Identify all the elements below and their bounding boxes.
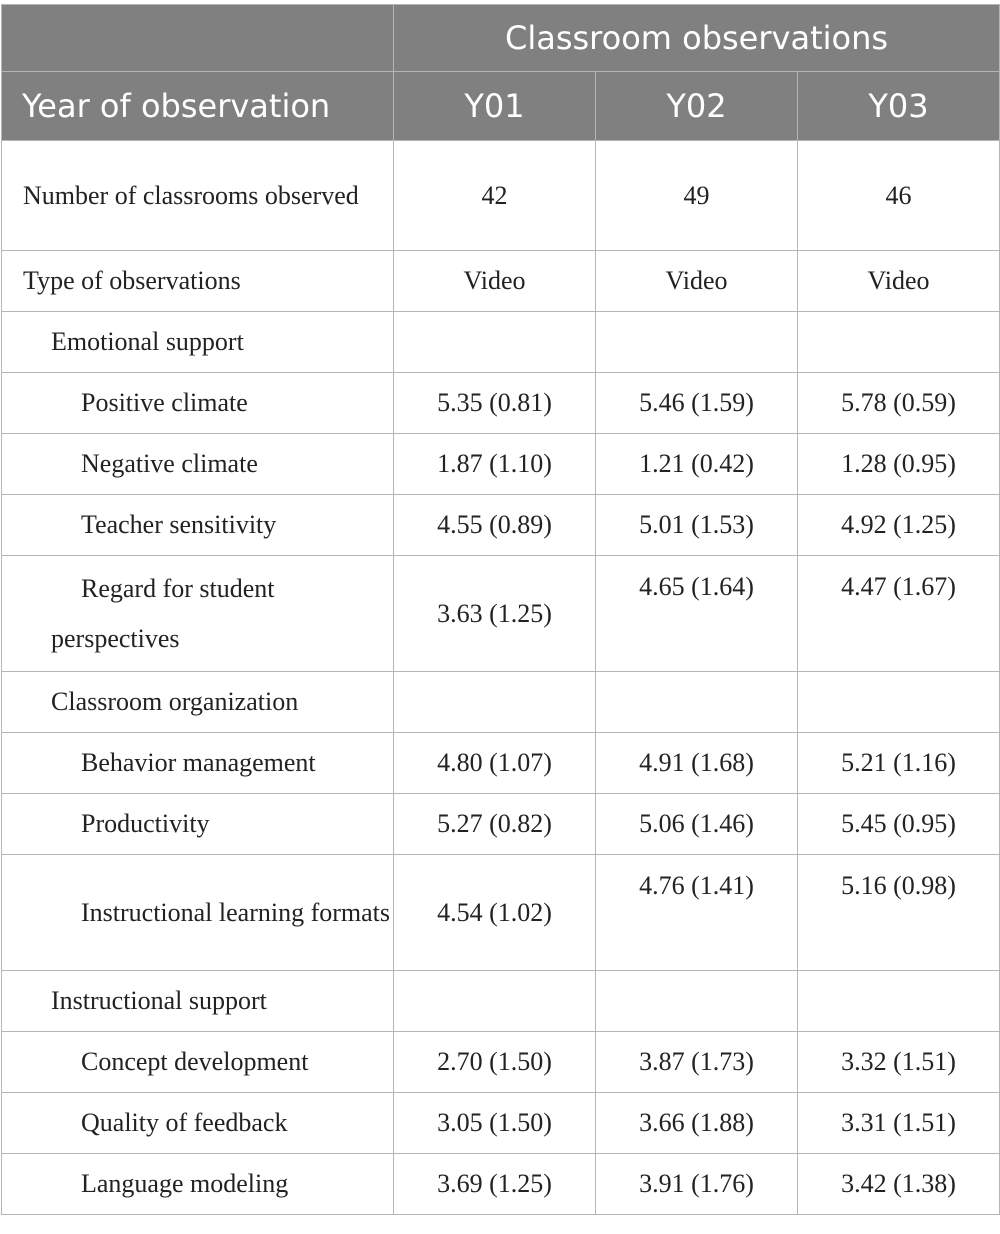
table-cell — [596, 312, 798, 373]
table-cell: 42 — [394, 141, 596, 251]
table-row — [2, 855, 1000, 971]
table-cell: 3.32 (1.51) — [798, 1032, 1000, 1093]
table-cell: 4.65 (1.64) — [596, 556, 798, 672]
table-cell — [596, 672, 798, 733]
column-header-y03: Y03 — [798, 72, 1000, 141]
table-cell: 5.27 (0.82) — [394, 794, 596, 855]
table-cell: 4.54 (1.02) — [394, 855, 596, 971]
table-cell: 3.91 (1.76) — [596, 1154, 798, 1215]
row-label: Behavior management — [2, 733, 394, 794]
row-label: Negative climate — [2, 434, 394, 495]
row-label: Teacher sensitivity — [2, 495, 394, 556]
row-label: Instructional learning formats — [2, 855, 394, 971]
table-cell: 4.91 (1.68) — [596, 733, 798, 794]
table-cell: 5.45 (0.95) — [798, 794, 1000, 855]
table-cell: 3.05 (1.50) — [394, 1093, 596, 1154]
table-cell: 5.46 (1.59) — [596, 373, 798, 434]
column-header-y02: Y02 — [596, 72, 798, 141]
table-cell — [394, 971, 596, 1032]
table-cell: 49 — [596, 141, 798, 251]
table-row — [2, 1032, 1000, 1093]
row-header-label: Year of observation — [2, 72, 394, 141]
table-cell: 4.92 (1.25) — [798, 495, 1000, 556]
table-row — [2, 495, 1000, 556]
table-cell — [394, 672, 596, 733]
header-empty-cell — [2, 5, 394, 72]
table-cell — [798, 672, 1000, 733]
table-row — [2, 251, 1000, 312]
table-cell: Video — [394, 251, 596, 312]
row-label: Productivity — [2, 794, 394, 855]
section-row — [2, 312, 1000, 373]
section-label: Classroom organization — [2, 672, 394, 733]
table-cell: 5.21 (1.16) — [798, 733, 1000, 794]
table-row — [2, 373, 1000, 434]
row-label: Positive climate — [2, 373, 394, 434]
table-cell: 1.28 (0.95) — [798, 434, 1000, 495]
table-cell: 5.78 (0.59) — [798, 373, 1000, 434]
table-row — [2, 794, 1000, 855]
classroom-observations-table — [1, 4, 1000, 1215]
row-label: Concept development — [2, 1032, 394, 1093]
table-cell: 4.80 (1.07) — [394, 733, 596, 794]
section-label: Emotional support — [2, 312, 394, 373]
table-cell: 3.66 (1.88) — [596, 1093, 798, 1154]
table-cell — [798, 971, 1000, 1032]
table-row — [2, 556, 1000, 672]
row-label: Quality of feedback — [2, 1093, 394, 1154]
table-row — [2, 733, 1000, 794]
table-cell: 5.35 (0.81) — [394, 373, 596, 434]
table-row — [2, 141, 1000, 251]
table-cell — [596, 971, 798, 1032]
column-header-row — [2, 72, 1000, 141]
table-cell — [394, 312, 596, 373]
column-header-y01: Y01 — [394, 72, 596, 141]
table-cell: Video — [596, 251, 798, 312]
table-cell — [798, 312, 1000, 373]
group-header-row — [2, 5, 1000, 72]
table-cell: 1.21 (0.42) — [596, 434, 798, 495]
table-cell: 3.31 (1.51) — [798, 1093, 1000, 1154]
table-cell: Video — [798, 251, 1000, 312]
row-label: Type of observations — [2, 251, 394, 312]
section-row — [2, 672, 1000, 733]
table-row — [2, 1093, 1000, 1154]
row-label: Regard for student perspectives — [2, 556, 394, 672]
table-cell: 5.01 (1.53) — [596, 495, 798, 556]
table-cell: 5.06 (1.46) — [596, 794, 798, 855]
table-cell: 1.87 (1.10) — [394, 434, 596, 495]
table-cell: 3.69 (1.25) — [394, 1154, 596, 1215]
table-cell: 3.63 (1.25) — [394, 556, 596, 672]
table-cell: 3.42 (1.38) — [798, 1154, 1000, 1215]
table-cell: 4.55 (0.89) — [394, 495, 596, 556]
group-header: Classroom observations — [394, 5, 1000, 72]
table-cell: 4.47 (1.67) — [798, 556, 1000, 672]
table-row — [2, 1154, 1000, 1215]
row-label: Number of classrooms observed — [2, 141, 394, 251]
table-row — [2, 434, 1000, 495]
table-cell: 3.87 (1.73) — [596, 1032, 798, 1093]
section-label: Instructional support — [2, 971, 394, 1032]
table-cell: 5.16 (0.98) — [798, 855, 1000, 971]
table-cell: 2.70 (1.50) — [394, 1032, 596, 1093]
section-row — [2, 971, 1000, 1032]
table-cell: 46 — [798, 141, 1000, 251]
table-cell: 4.76 (1.41) — [596, 855, 798, 971]
row-label: Language modeling — [2, 1154, 394, 1215]
